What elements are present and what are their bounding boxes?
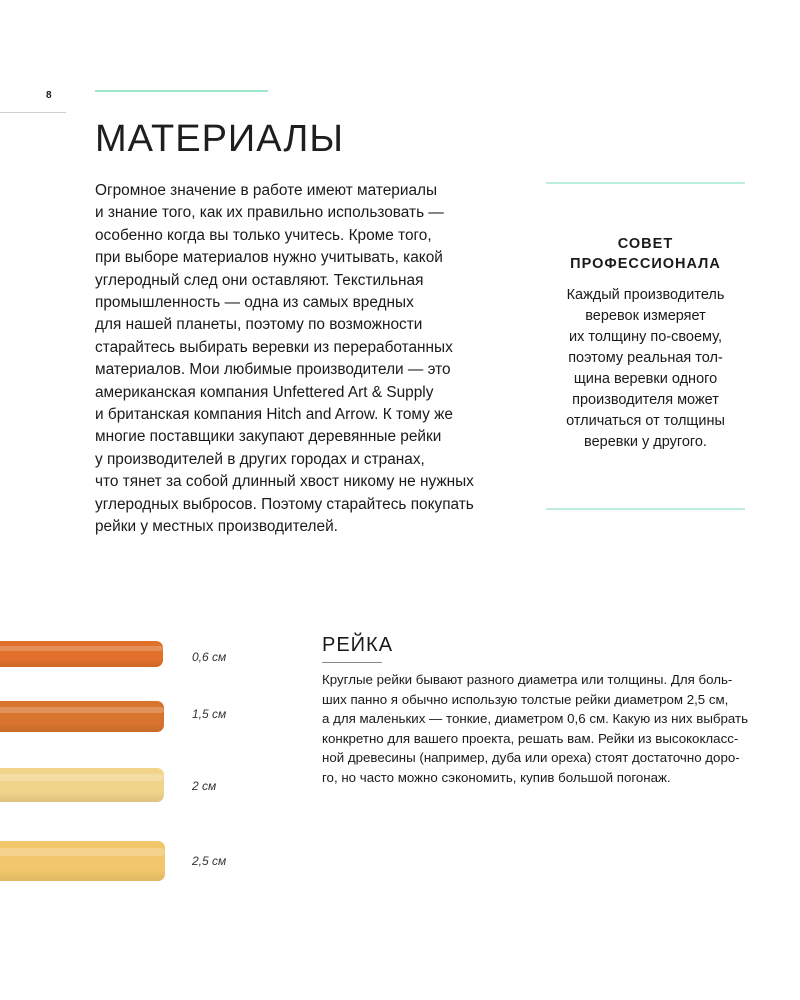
rod-label: 2 см [192,779,217,793]
tip-line: веревок измеряет [585,308,706,324]
top-accent-rule [95,90,268,92]
intro-line: при выборе материалов нужно учитывать, какой [95,249,443,267]
section-line: ших панно я обычно использую толстые рейки диаметром 2,5 см, [322,691,729,707]
section-line: ной древесины (например, дуба или ореха) стоят достаточно доро- [322,750,740,765]
intro-line: рейки у местных производителей. [95,518,338,536]
intro-paragraph [95,180,515,539]
tip-line: щина веревки одного [573,371,718,387]
intro-line: американская компания Unfettered Art & Supply [95,383,434,401]
tip-line: производителя может [572,392,719,408]
intro-line: многие поставщики закупают деревянные рейки [95,428,442,446]
intro-line: углеродных выбросов. Поэтому старайтесь покупать [95,495,474,513]
tip-top-rule [546,182,745,184]
intro-line: и британская компания Hitch and Arrow. К тому же [95,406,453,424]
section-line: го, но часто можно сэкономить, купив большой погонаж. [322,769,671,785]
section-text [322,670,762,787]
intro-line: Огромное значение в работе имеют материалы [95,182,438,199]
rod-image-1-5cm [0,701,164,732]
tip-title [546,234,745,274]
page-number-rule [0,112,66,113]
rod-label: 0,6 см [192,650,227,664]
page-title: МАТЕРИАЛЫ [95,118,345,160]
intro-line: углеродный след они оставляют. Текстильная [95,271,424,289]
intro-line: промышленность — одна из самых вредных [95,294,414,312]
section-line: Круглые рейки бывают разного диаметра или толщины. Для боль- [322,672,733,687]
tip-line: поэтому реальная тол- [568,350,723,366]
rod-image-2-5cm [0,841,165,881]
tip-text [546,285,745,453]
section-title: РЕЙКА [322,634,394,656]
intro-line: у производителей в других городах и странах, [95,450,425,468]
rod-label: 2,5 см [192,854,227,868]
rod-label: 1,5 см [192,707,227,721]
page-number: 8 [46,90,52,101]
section-line: а для маленьких — тонкие, диаметром 0,6 см. Какую из них выбрать [322,711,749,726]
intro-line: старайтесь выбирать веревки из переработанных [95,338,453,356]
intro-line: особенно когда вы только учитесь. Кроме того, [95,226,432,244]
tip-line: отличаться от толщины [566,413,725,429]
section-line: конкретно для вашего проекта, решать вам. Рейки из высококласс- [322,730,739,746]
section-title-rule [322,662,382,663]
intro-line: материалов. Мои любимые производители — это [95,361,451,379]
intro-line: для нашей планеты, поэтому по возможности [95,316,423,334]
tip-line: веревки у другого. [584,434,707,450]
tip-title-line: СОВЕТ [617,236,674,252]
tip-bottom-rule [546,508,745,510]
tip-line: их толщину по-своему, [568,329,722,345]
rod-image-2cm [0,768,164,802]
tip-line: Каждый производитель [566,287,725,303]
intro-line: что тянет за собой длинный хвост никому не нужных [95,473,474,491]
rod-image-0-6cm [0,641,163,667]
intro-line: и знание того, как их правильно использовать — [95,204,444,222]
tip-title-line: ПРОФЕССИОНАЛА [570,256,721,272]
